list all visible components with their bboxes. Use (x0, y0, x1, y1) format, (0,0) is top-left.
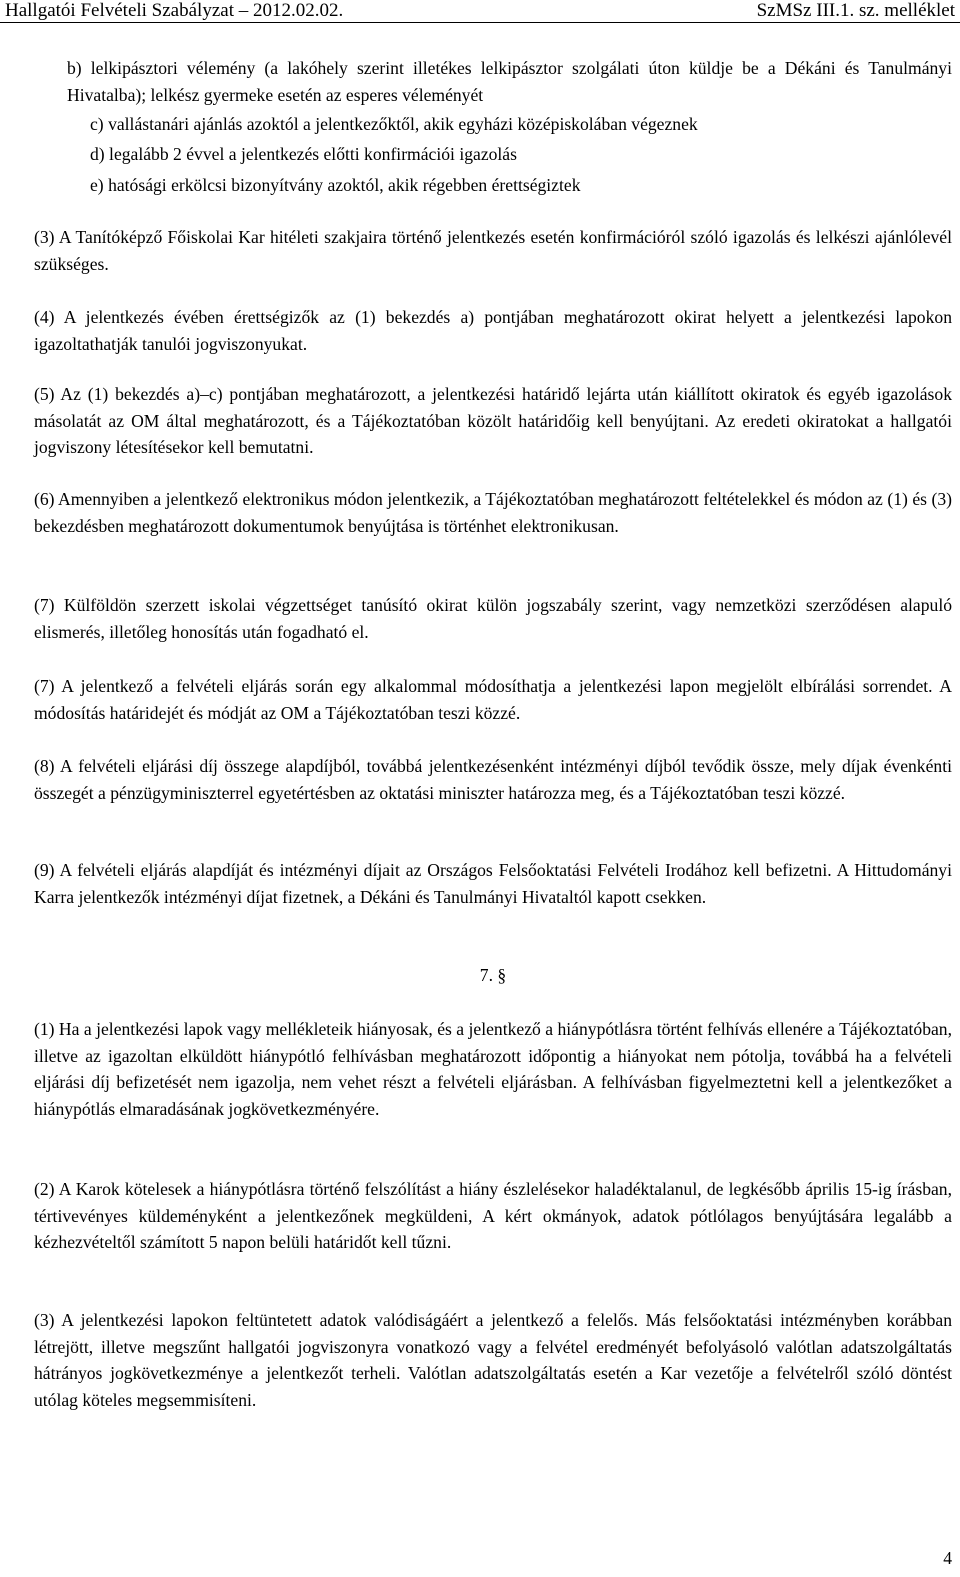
paragraph-5: (5) Az (1) bekezdés a)–c) pontjában meghatározott, a jelentkezési határidő lejárta után kiállított okiratok és egyéb igazolások másolatát az OM által meghatározott, és a Tájékoztatóban közölt határidőig kell benyújtani. Az eredeti okiratokat a hallgatói jogviszony létesítésekor kell bemutatni. (34, 384, 952, 457)
paragraph-3: (3) A Tanítóképző Főiskolai Kar hitéleti szakjaira történő jelentkezés esetén konfirmációról szóló igazolás és lelkészi ajánlólevél szükséges. (34, 227, 952, 274)
paragraph-9: (9) A felvételi eljárás alapdíját és intézményi díjait az Országos Felsőoktatási Felvételi Irodához kell befizetni. A Hittudományi Karra jelentkezők intézményi díjat fizetnek, a Dékáni és Tanulmányi Hivataltól kapott csekken. (34, 860, 952, 907)
section-7-paragraph-1: (1) Ha a jelentkezési lapok vagy mellékleteik hiányosak, és a jelentkező a hiánypótlásra történt felhívás ellenére a Tájékoztatóban, illetve az igazoltan elküldött hiánypótló felhívásban meghatározott időpontig a hiányokat nem pótolja, továbbá ha a felvételi eljárási díj befizetését nem igazolja, nem vehet részt a felvételi eljárásban. A felhívásban figyelmeztetni kell a jelentkezőket a hiánypótlás elmaradásának jogkövetkezményére. (34, 1019, 952, 1119)
page-header (0, 0, 960, 22)
paragraph-7-order-change: (7) A jelentkező a felvételi eljárás során egy alkalommal módosíthatja a jelentkezési lapon megjelölt elbírálási sorrendet. A módosítás határidejét és módját az OM a Tájékoztatóban teszi közzé. (34, 676, 952, 723)
paragraph-8: (8) A felvételi eljárási díj összege alapdíjból, továbbá jelentkezésenként intézményi díjból tevődik össze, mely díjak évenkénti összegét a pénzügyminiszterrel egyetértésben az oktatási miniszter határozza meg, és a Tájékoztatóban teszi közzé. (34, 756, 952, 803)
paragraph-7-foreign-degree: (7) Külföldön szerzett iskolai végzettséget tanúsító okirat külön jogszabály szerint, vagy nemzetközi szerződésen alapuló elismerés, illetőleg honosítás után fogadható el. (34, 595, 952, 642)
paragraph-4: (4) A jelentkezés évében érettségizők az (1) bekezdés a) pontjában meghatározott okirat helyett a jelentkezési lapokon igazoltathatják tanulói jogviszonyukat. (34, 307, 952, 354)
header-annex-ref: SzMSz III.1. sz. melléklet (756, 0, 955, 21)
section-7-paragraph-2: (2) A Karok kötelesek a hiánypótlásra történő felszólítást a hiány észlelésekor haladéktalanul, de legkésőbb április 15-ig írásban, tértivevényes küldeményként a jelentkezőnek megküldeni, A kért okmányok, adatok pótlólagos benyújtására legalább a kézhezvételtől számított 5 napon belüli határidőt kell tűzni. (34, 1179, 952, 1252)
list-item-e: e) hatósági erkölcsi bizonyítvány azoktól, akik régebben érettségiztek (90, 175, 581, 195)
header-divider (0, 22, 960, 23)
list-item-c: c) vallástanári ajánlás azoktól a jelentkezőktől, akik egyházi középiskolában végeznek (90, 114, 698, 134)
section-7-paragraph-3: (3) A jelentkezési lapokon feltüntetett adatok valódiságáért a jelentkező a felelős. Más felsőoktatási intézményben korábban létrejött, illetve megszűnt hallgatói jogviszonyra vonatkozó vagy a felvétel eredményét befolyásoló valótlan adatszolgáltatás hátrányos jogkövetkezménye a jelentkezőt terheli. Valótlan adatszolgáltatás esetén a Kar vezetője a felvételről szóló döntést utólag köteles megsemmisíteni. (34, 1310, 952, 1410)
header-title: Hallgatói Felvételi Szabályzat – 2012.02.02. (5, 0, 344, 21)
list-item-d: d) legalább 2 évvel a jelentkezés előtti konfirmációi igazolás (90, 144, 517, 164)
list-item-b: b) lelkipásztori vélemény (a lakóhely szerint illetékes lelkipásztor szolgálati úton küldje be a Dékáni és Tanulmányi Hivatalba); lelkész gyermeke esetén az esperes véleményét (67, 58, 952, 105)
page-number: 4 (943, 1548, 952, 1568)
section-title-7: 7. § (479, 965, 507, 985)
paragraph-6: (6) Amennyiben a jelentkező elektronikus módon jelentkezik, a Tájékoztatóban meghatározott feltételekkel és módon az (1) és (3) bekezdésben meghatározott dokumentumok benyújtása is történhet elektronikusan. (34, 489, 952, 536)
